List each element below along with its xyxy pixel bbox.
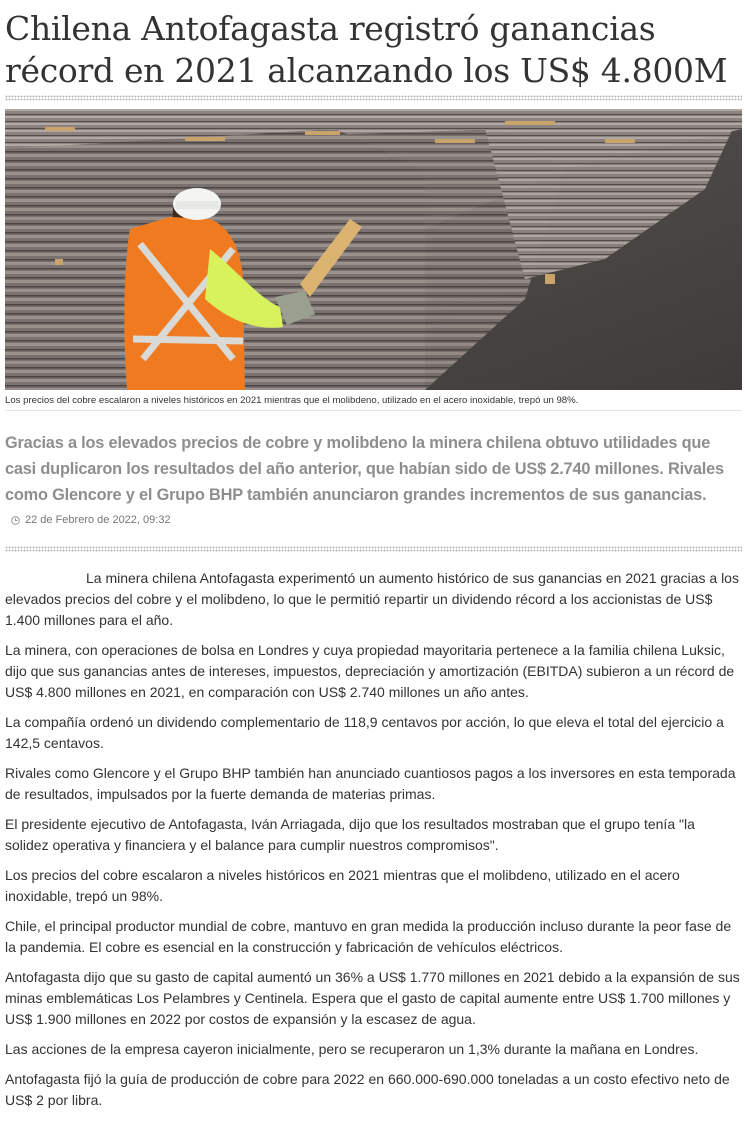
- divider: [5, 546, 742, 552]
- article-title: Chilena Antofagasta registró ganancias récord en 2021 alcanzando los US$ 4.800M: [5, 9, 728, 90]
- paragraph: Antofagasta dijo que su gasto de capital aumentó un 36% a US$ 1.770 millones en 2021 debido a la expansión de sus minas emblemáticas Los Pelambres y Centinela. Espera que el gasto de capital aumente entre US$ 1.700 millones y US$ 1.900 millones en 2022 por costos de expansión y la escasez de agua.: [5, 969, 740, 1027]
- worker-photo-illustration: [5, 109, 742, 390]
- paragraph: Antofagasta fijó la guía de producción de cobre para 2022 en 660.000-690.000 toneladas a un costo efectivo neto de US$ 2 por libra.: [5, 1071, 730, 1108]
- paragraph: La minera, con operaciones de bolsa en Londres y cuya propiedad mayoritaria pertenece a la familia chilena Luksic, dijo que sus ganancias antes de intereses, impuestos, depreciación y amortización (EBITDA) subieron a un récord de US$ 4.800 millones en 2021, en comparación con US$ 2.740 millones un año antes.: [5, 642, 735, 700]
- article-summary: Gracias a los elevados precios de cobre y molibdeno la minera chilena obtuvo utilidades que casi duplicaron los resultados del año anterior, que habían sido de US$ 2.740 millones. Rivales como Glencore y el Grupo BHP también anunciaron grandes incrementos de sus ganancias.: [5, 433, 724, 504]
- divider: [5, 95, 742, 101]
- paragraph: Chile, el principal productor mundial de cobre, mantuvo en gran medida la producción incluso durante la peor fase de la pandemia. El cobre es esencial en la construcción y fabricación de vehículos eléctricos.: [5, 918, 732, 955]
- photo-caption: Los precios del cobre escalaron a niveles históricos en 2021 mientras que el molibdeno, utilizado en el acero inoxidable, trepó un 98%.: [5, 395, 579, 406]
- article-body: [5, 568, 742, 1120]
- paragraph: Las acciones de la empresa cayeron inicialmente, pero se recuperaron un 1,3% durante la mañana en Londres.: [5, 1041, 699, 1057]
- clock-icon: [11, 516, 20, 525]
- publish-date: [11, 514, 171, 526]
- paragraph: Los precios del cobre escalaron a niveles históricos en 2021 mientras que el molibdeno, utilizado en el acero inoxidable, trepó un 98%.: [5, 867, 680, 904]
- paragraph: El presidente ejecutivo de Antofagasta, Iván Arriagada, dijo que los resultados mostraban que el grupo tenía "la solidez operativa y financiera y el balance para cumplir nuestros compromisos".: [5, 816, 695, 853]
- paragraph: La minera chilena Antofagasta experimentó un aumento histórico de sus ganancias en 2021 gracias a los elevados precios del cobre y el molibdeno, lo que le permitió repartir un dividendo récord a los accionistas de US$ 1.400 millones para el año.: [5, 570, 739, 628]
- publish-date-text: 22 de Febrero de 2022, 09:32: [25, 514, 171, 526]
- caption-divider: [5, 410, 742, 411]
- paragraph: La compañía ordenó un dividendo complementario de 118,9 centavos por acción, lo que eleva el total del ejercicio a 142,5 centavos.: [5, 714, 724, 751]
- article-photo: [5, 109, 742, 390]
- paragraph: Rivales como Glencore y el Grupo BHP también han anunciado cuantiosos pagos a los inversores en esta temporada de resultados, impulsados por la fuerte demanda de materias primas.: [5, 765, 736, 802]
